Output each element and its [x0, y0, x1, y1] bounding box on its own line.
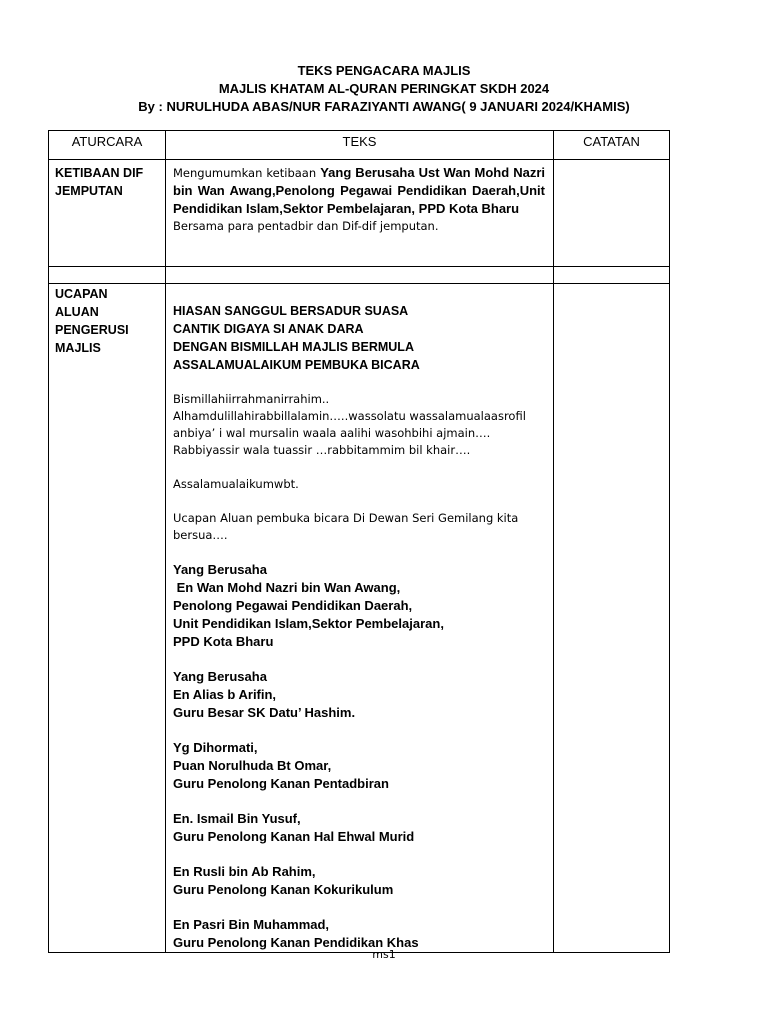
guest-line: PPD Kota Bharu: [173, 634, 274, 649]
catatan-cell: [554, 284, 670, 953]
teks-cell: [166, 284, 554, 953]
aturcara-label: MAJLIS: [55, 341, 101, 355]
teks-cell: [166, 267, 554, 284]
announcement-followup: Bersama para pentadbir dan Dif-dif jemputan.: [173, 219, 439, 233]
aturcara-cell: [49, 284, 166, 953]
guest-line: En Rusli bin Ab Rahim,: [173, 864, 316, 879]
guest-line: Puan Norulhuda Bt Omar,: [173, 758, 332, 773]
header-author: By : NURULHUDA ABAS/NUR FARAZIYANTI AWANG( 9 JANUARI 2024/KHAMIS): [138, 99, 630, 114]
guest-line: En Pasri Bin Muhammad,: [173, 917, 330, 932]
pantun-line: ASSALAMUALAIKUM PEMBUKA BICARA: [173, 358, 420, 372]
catatan-cell: [554, 267, 670, 284]
column-header-catatan: CATATAN: [554, 131, 670, 160]
guest-line: Yang Berusaha: [173, 562, 267, 577]
script-table: [48, 130, 670, 953]
table-row: [49, 160, 670, 267]
opening-basmalah: Bismillahiirrahmanirrahim..: [173, 392, 330, 406]
guest-line: Guru Besar SK Datu’ Hashim.: [173, 705, 356, 720]
table-row: [49, 284, 670, 953]
table-row-empty: [49, 267, 670, 284]
aturcara-label: KETIBAAN DIF: [55, 166, 144, 180]
guest-line: Unit Pendidikan Islam,Sektor Pembelajaran,: [173, 616, 444, 631]
pantun-line: DENGAN BISMILLAH MAJLIS BERMULA: [173, 340, 414, 354]
table-header-row: [49, 131, 670, 160]
aturcara-label: PENGERUSI: [55, 323, 129, 337]
guest-line: En Wan Mohd Nazri bin Wan Awang,: [173, 580, 401, 595]
guest-line: En. Ismail Bin Yusuf,: [173, 811, 301, 826]
guest-line: Yang Berusaha: [173, 669, 267, 684]
opening-prayer: Rabbiyassir wala tuassir …rabbitammim bil khair….: [173, 443, 471, 457]
aturcara-cell: [49, 160, 166, 267]
teks-cell: [166, 160, 554, 267]
guest-line: Guru Penolong Kanan Hal Ehwal Murid: [173, 829, 415, 844]
guest-line: Guru Penolong Kanan Kokurikulum: [173, 882, 394, 897]
opening-praise: Alhamdulillahirabbillalamin…..wassolatu wassalamualaasrofil anbiya’ i wal mursalin waala aalihi wasohbihi ajmain….: [173, 409, 526, 440]
aturcara-label: UCAPAN: [55, 287, 108, 301]
page-number: ms1: [372, 948, 396, 961]
document-header: [0, 62, 768, 116]
column-header-teks: TEKS: [166, 131, 554, 160]
guest-line: Penolong Pegawai Pendidikan Daerah,: [173, 598, 413, 613]
column-header-aturcara: ATURCARA: [49, 131, 166, 160]
welcome-text: Ucapan Aluan pembuka bicara Di Dewan Seri Gemilang kita bersua….: [173, 511, 519, 542]
greeting: Assalamualaikumwbt.: [173, 477, 299, 491]
guest-line: En Alias b Arifin,: [173, 687, 277, 702]
guest-line: Guru Penolong Kanan Pendidikan Khas: [173, 935, 419, 950]
announcement-guest: Yang Berusaha Ust Wan Mohd Nazri bin Wan Awang,Penolong Pegawai Pendidikan Daerah,Unit Pendidikan Islam,Sektor Pembelajaran, PPD Kota Bharu: [173, 165, 545, 216]
pantun-verse: [173, 302, 545, 374]
pantun-line: CANTIK DIGAYA SI ANAK DARA: [173, 322, 364, 336]
announcement-intro: Mengumumkan ketibaan: [173, 166, 321, 180]
guest-line: Guru Penolong Kanan Pentadbiran: [173, 776, 389, 791]
header-event: MAJLIS KHATAM AL-QURAN PERINGKAT SKDH 2024: [218, 81, 550, 96]
pantun-line: HIASAN SANGGUL BERSADUR SUASA: [173, 304, 409, 318]
guest-line: Yg Dihormati,: [173, 740, 258, 755]
announcement-text: [173, 164, 545, 218]
aturcara-label: JEMPUTAN: [55, 184, 123, 198]
aturcara-label: ALUAN: [55, 305, 99, 319]
aturcara-cell: [49, 267, 166, 284]
guest-list: [173, 561, 545, 952]
header-title: TEKS PENGACARA MAJLIS: [297, 63, 471, 78]
catatan-cell: [554, 160, 670, 267]
